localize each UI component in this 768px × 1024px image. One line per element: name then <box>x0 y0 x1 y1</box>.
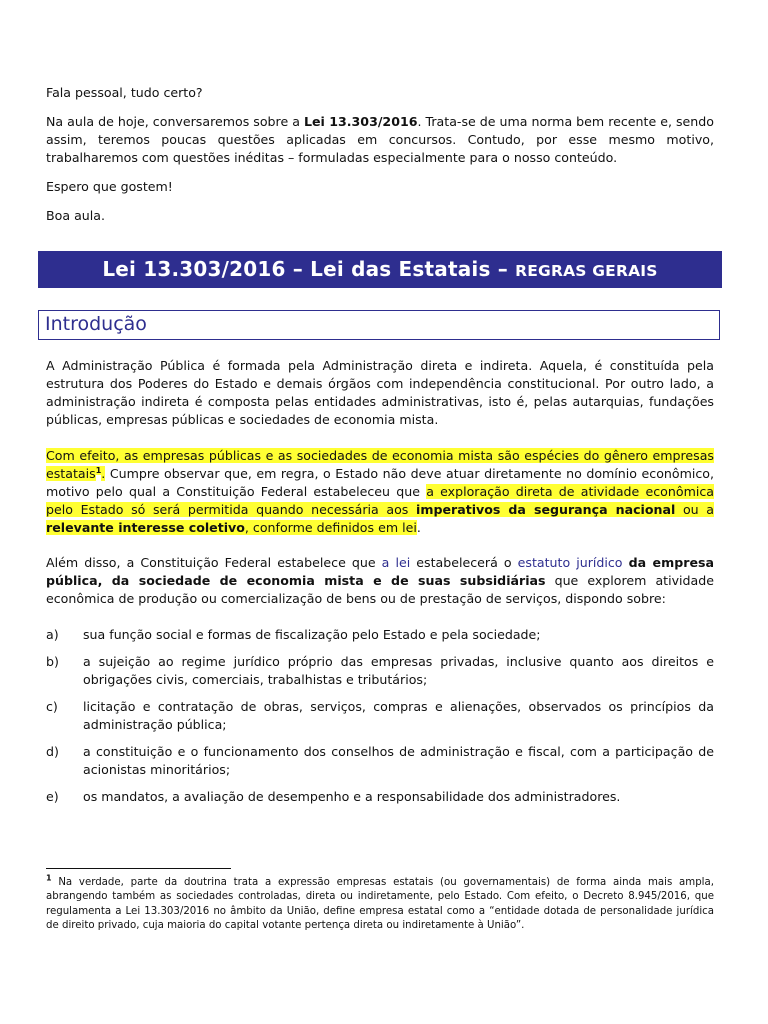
intro-text-cont: . Trata-se de uma norma bem recente e, sendo assim, teremos poucas questões aplicadas em concursos. Contudo, por esse mesmo motivo, trabalharemos com questões inéditas – formuladas especialmente para o nosso conteúdo. <box>46 114 714 165</box>
requirements-list <box>46 626 714 815</box>
list-marker: d) <box>46 744 59 759</box>
list-item-text: os mandatos, a avaliação de desempenho e a responsabilidade dos administradores. <box>83 789 621 804</box>
body-text: estabelecerá o <box>410 555 518 570</box>
paragraph-state-companies <box>46 447 714 537</box>
list-marker: e) <box>46 789 59 804</box>
footnote-body: Na verdade, parte da doutrina trata a expressão empresas estatais (ou governamentais) de forma ainda mais ampla, abrangendo também as sociedades controladas, direta ou indiretamente, pelo Estado. Com efeito, o Decreto 8.945/2016, que regulamenta a Lei 13.303/2016 no âmbito da União, define empresa estatal como a “entidade dotada de personalidade jurídica de direito privado, cuja maioria do capital votante pertença direta ou indiretamente à União”. <box>46 877 714 932</box>
body-text: que explorem atividade econômica de produção ou comercialização de bens ou de prestação de serviços, dispondo sobre: <box>46 573 715 606</box>
list-item-text: a sujeição ao regime jurídico próprio das empresas privadas, inclusive quanto aos direitos e obrigações civis, comerciais, trabalhistas e tributários; <box>83 654 714 687</box>
paragraph-text <box>46 554 714 608</box>
emphasis-text: estatuto jurídico <box>517 555 623 570</box>
list-marker: a) <box>46 627 59 642</box>
farewell-text: Boa aula. <box>46 208 105 223</box>
highlight-text: a exploração direta de atividade econômica pelo Estado só será permitida quando necessária aos <box>46 484 714 517</box>
section-heading-box <box>38 310 720 340</box>
highlight-text: ou a <box>675 502 714 517</box>
footnote-divider <box>46 868 231 869</box>
paragraph-text <box>46 447 714 537</box>
banner-title: Lei 13.303/2016 – Lei das Estatais – <box>102 257 516 281</box>
highlight-text: , conforme definidos em lei <box>244 520 417 535</box>
body-text: Além disso, a Constituição Federal estabelece que <box>46 555 382 570</box>
list-marker: c) <box>46 699 58 714</box>
law-reference: Lei 13.303/2016 <box>303 114 418 129</box>
highlight-text: . <box>101 466 106 481</box>
body-text: Cumpre observar que, em regra, o Estado não deve atuar diretamente no domínio econômico, motivo pelo qual a Constituição Federal estabeleceu que <box>46 466 714 499</box>
footnote-number: 1 <box>46 873 52 883</box>
chapter-banner <box>38 251 722 288</box>
footnote <box>46 873 714 934</box>
emphasis-text: a lei <box>381 555 411 570</box>
paragraph-administration <box>46 357 714 429</box>
intro-text: Na aula de hoje, conversaremos sobre a <box>46 114 304 129</box>
paragraph-constitution <box>46 554 714 608</box>
list-item <box>46 653 714 689</box>
greeting: Fala pessoal, tudo certo? <box>46 85 203 100</box>
bold-text: da empresa pública, da sociedade de economia mista e de suas subsidiárias <box>46 555 714 588</box>
section-title: Introdução <box>45 313 147 335</box>
paragraph-text: A Administração Pública é formada pela Administração direta e indireta. Aquela, é constituída pela estrutura dos Poderes do Estado e demais órgãos com independência constitucional. Por outro lado, a administração indireta é composta pelas entidades administrativas, isto é, pelas autarquias, fundações públicas, empresas públicas e sociedades de economia mista. <box>46 358 714 427</box>
list-item <box>46 698 714 734</box>
footnote-ref[interactable]: 1 <box>95 465 102 475</box>
list-item <box>46 743 714 779</box>
footnote-text <box>46 873 714 934</box>
list-item-text: licitação e contratação de obras, serviços, compras e alienações, observados os princípios da administração pública; <box>83 699 714 732</box>
list-marker: b) <box>46 654 59 669</box>
intro-paragraph <box>46 113 714 167</box>
list-item-text: sua função social e formas de fiscalização pelo Estado e pela sociedade; <box>83 627 541 642</box>
body-text: . <box>416 520 421 535</box>
list-item <box>46 626 714 644</box>
intro-block <box>46 84 714 236</box>
highlight-bold: imperativos da segurança nacional <box>416 502 676 517</box>
hope-text: Espero que gostem! <box>46 179 173 194</box>
highlight-bold: relevante interesse coletivo <box>46 520 245 535</box>
list-item <box>46 788 714 806</box>
list-item-text: a constituição e o funcionamento dos conselhos de administração e fiscal, com a participação de acionistas minoritários; <box>83 744 714 777</box>
highlight-text: Com efeito, as empresas públicas e as sociedades de economia mista são espécies do gênero empresas estatais <box>46 448 714 481</box>
banner-subtitle: REGRAS GERAIS <box>515 262 658 280</box>
